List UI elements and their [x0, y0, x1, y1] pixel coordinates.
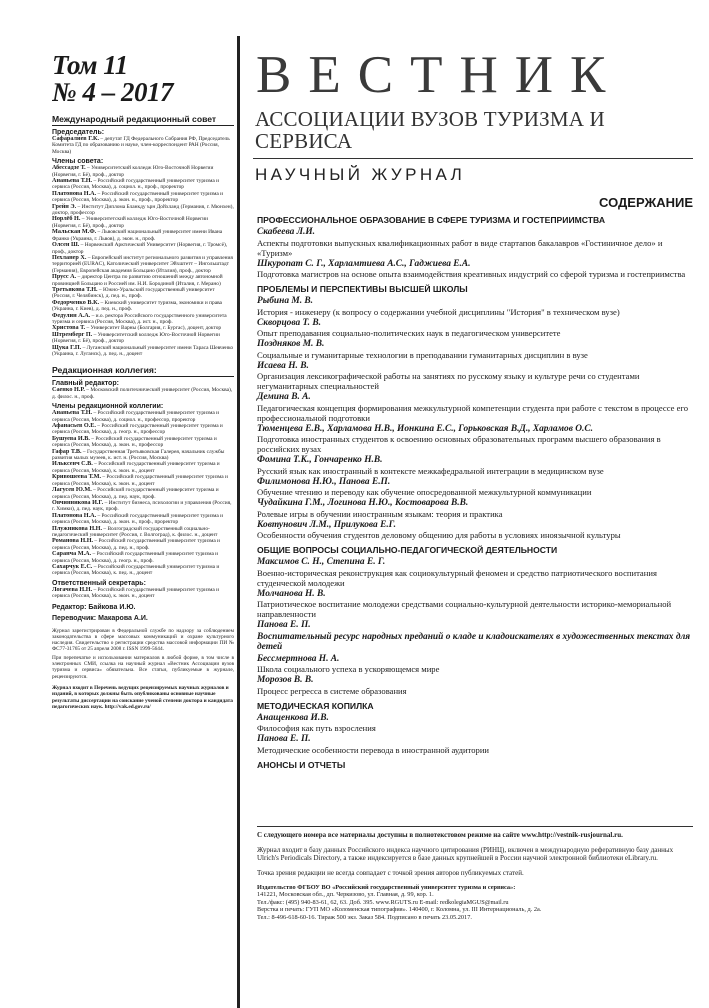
toc-item [257, 675, 693, 696]
person-affiliation: – Киевский университет туризма, экономики и права (Украина, г. Киев), д. пед. н., проф. [52, 299, 222, 313]
toc-item-authors: Чудайкина Г.М., Логинова Н.Ю., Костоварова В.В. [257, 498, 469, 508]
person-affiliation: – Российский государственный университет туризма и сервиса (Россия, Москва), д. экон. н., профессор [52, 435, 217, 449]
contents-heading: СОДЕРЖАНИЕ [599, 195, 693, 210]
toc-item-title: Процесс регресса в системе образования [257, 685, 407, 696]
person-name: Ильксенч С.В. [52, 460, 93, 468]
person-affiliation: – и.о. ректора Российского государственного университета туризма и сервиса (Россия, Москва), д. ист. н., проф. [52, 312, 227, 325]
person-name: Штремберг П. [52, 330, 93, 338]
college-editor-label: Главный редактор: [52, 380, 119, 388]
toc-item-title: Военно-историческая реконструкция как социокультурный феномен и средство патриотического воспитания студенческой молодежи [257, 567, 657, 588]
person-affiliation: – Европейский институт регионального развития и управления территорией (EURAC), Католический университет Эйхштетт – Ингольштадт (Германия), Европейская академия Больцано (Италия), проф., доктор [52, 254, 233, 274]
person-affiliation: – Российский государственный университет туризма и сервиса (Россия, Москва), д. экон. н., проф., проректор [52, 190, 224, 204]
toc-item-authors: Рыбина М. В. [257, 296, 313, 306]
toc-item-authors: Скворцова Т. В. [257, 317, 321, 328]
toc-item [257, 734, 693, 755]
person-name: Бушуева И.В. [52, 434, 90, 442]
person-affiliation: – Институт бизнеса, психологии и управления (Россия, г. Химки), д. пед. наук, проф. [52, 499, 232, 513]
person-name: Романова Н.Н. [52, 537, 94, 545]
board-heading: Международный редакционный совет [52, 114, 234, 126]
index-note: Журнал входит в базу данных Российского индекса научного цитирования (РИНЦ), включен в международную реферативную базу данных Ulrich's Periodicals Directory, а также индексируется в базе данных крупнейшей в России научной электронной библиотеки eLibrary.ru. [257, 846, 674, 862]
toc-section-heading: АНОНСЫ И ОТЧЕТЫ [257, 759, 346, 770]
toc-item-title: Подготовка иностранных студентов к освоению основных образовательных программ высшего образования в российских вузах [257, 434, 661, 454]
person-name: Олсен Ш. [52, 241, 80, 249]
board-members-label: Члены совета: [52, 158, 104, 166]
toc-item-title: Особенности обучения студентов деловому общению для работы в условиях иноязычной культуры [257, 530, 621, 540]
toc-item-authors: Панова Е. П. [257, 620, 311, 630]
person-affiliation: – Российский государственный университет туризма и сервиса (Россия, Москва), д. пед. наук, проф. [52, 487, 219, 500]
person-name: Ананьева Т.Н. [52, 177, 93, 185]
person-affiliation: – Российский государственный университет туризма и сервиса (Россия, Москва), к. пед. н., доцент [52, 563, 220, 577]
person-name: Сахарчук Е.С. [52, 562, 93, 570]
person-name: Гафар Т.В. [52, 447, 82, 455]
person-affiliation: – Московский политехнический университет (Россия, Москва), д. филос. н., проф. [52, 387, 233, 400]
publisher-address: 141221, Московская обл., дп. Черкизово, ул. Главная, д. 99, кор. 1. [257, 891, 434, 899]
person-affiliation: – Российский государственный университет туризма и сервиса (Россия, Москва), д. геогр. н., проф. [52, 551, 219, 564]
toc-item [257, 589, 693, 620]
person-name: Федорченко В.К. [52, 298, 100, 306]
toc-section-heading: ПРОФЕССИОНАЛЬНОЕ ОБРАЗОВАНИЕ В СФЕРЕ ТУРИЗМА И ГОСТЕПРИИМСТВА [257, 215, 606, 225]
toc-item [257, 498, 693, 519]
toc-item [257, 713, 693, 734]
toc-item-title: Обучение чтению и переводу как обучение опосредованной межкультурной коммуникации [257, 487, 592, 497]
toc-item-title: Подготовка магистров на основе опыта взаимодействия креативных индустрий со сферой туризма и гостеприимства [257, 269, 686, 279]
toc-item [257, 424, 693, 455]
toc-item-title: Аспекты подготовки выпускных квалификационных работ в виде стартапов бакалавров «Гостиничное дело» и «Туризм» [257, 237, 663, 258]
toc-item [257, 392, 693, 423]
person-name: Грейн Э. [52, 202, 77, 210]
person-name: Плужникова Н.Н. [52, 524, 103, 532]
person-name: Норлёб Н. [52, 215, 81, 223]
person-affiliation: – Луганский национальный университет имени Тараса Шевченко (Украина, г. Луганск), д. пед. н., доцент [52, 344, 234, 357]
toc-item-title: Социальные и гуманитарные технологии в преподавании гуманитарных дисциплин в вузе [257, 349, 588, 360]
reprint-note: При перепечатке и использовании материалов в любой форме, в том числе в электронных СМИ, ссылка на научный журнал «Вестник Ассоциации вузов туризма и сервиса» обязательна. Все статьи, публикуемые в журнале, рецензируются. [52, 654, 234, 680]
person-name: Пехланер Х. [52, 253, 87, 261]
journal-info [257, 826, 693, 921]
person-entry [52, 387, 234, 400]
editor-line: Редактор: Байкова И.Ю. [52, 603, 136, 611]
toc-item-authors: Шкуропат С. Г., Харламтиева А.С., Гаджиева Е.А. [257, 258, 471, 269]
right-column [253, 36, 693, 1002]
toc-section-heading: ОБЩИЕ ВОПРОСЫ СОЦИАЛЬНО-ПЕДАГОГИЧЕСКОЙ ДЕЯТЕЛЬНОСТИ [257, 545, 558, 555]
person-entry [52, 564, 234, 577]
publisher-block [257, 884, 693, 921]
person-affiliation: – Институт Диплома Бланкду ърн Дойхланд (Германия, г. Мюнхен), доктор, профессор [52, 203, 234, 217]
person-name: Саенко Н.Р. [52, 386, 85, 394]
publisher-contacts: Тел./факс: (495) 940-83-61, 62, 63. Доб. 395. www.RGUTS.ru E-mail: redkolegiaMGUS@mail.ru [257, 898, 509, 906]
toc-item [257, 455, 693, 476]
registration-note: Журнал зарегистрирован в Федеральной службе по надзору за соблюдением законодательства в сфере массовых коммуникаций и охране культурного наследия. Свидетельство о регистрации средства массовой информации ПИ № ФС77-31765 от 25 апреля 2008 г. ISSN 1999-5644. [52, 627, 234, 653]
person-name: Щука Г.П. [52, 343, 82, 351]
publisher-label: Издательство ФГБОУ ВО «Российский государственный университет туризма и сервиса»: [257, 884, 516, 891]
toc-item-authors: Панова Е. П. [257, 734, 311, 744]
toc-item-title: История - инженеру (к вопросу о содержании учебной дисциплины "История" в техническом вузе) [257, 306, 620, 317]
toc-item-authors: Морозов В. В. [257, 675, 314, 685]
person-name: Саранча М.А. [52, 550, 92, 558]
person-affiliation: – Университетский колледж Юго-Восточной Норвегии (Норвегия, г. Бё), проф., доктор [52, 216, 209, 229]
toc-item [257, 227, 693, 258]
person-affiliation: – Университетский колледж Юго-Восточной Норвегии (Норвегия, г. Бё), проф., доктор [52, 165, 214, 178]
person-affiliation: – Российский государственный университет туризма и сервиса (Россия, Москва), д. социол. н., профессор, проректор [52, 410, 219, 423]
person-affiliation: – Российский государственный университет туризма и сервиса (Россия, Москва), д. социол. н., проф., проректор [52, 178, 219, 191]
person-name: Абессадзе Т. [52, 164, 86, 172]
toc [253, 215, 693, 770]
college-editor-list [52, 387, 234, 400]
person-name: Сафаралиев Г.К. [52, 135, 100, 142]
toc-section-heading: ПРОБЛЕМЫ И ПЕРСПЕКТИВЫ ВЫСШЕЙ ШКОЛЫ [257, 284, 468, 294]
toc-item [257, 632, 693, 653]
toc-item-title: Школа социального успеха в ускоряющемся мире [257, 664, 440, 674]
printing-contacts: Тел.: 8-496-618-60-16. Тираж 500 экз. Заказ 584. Подписано в печать 23.05.2017. [257, 913, 472, 921]
toc-item-title: Организация лексикографической работы на занятиях по русскому языку и культуре речи со студентами негуманитарных специальностей [257, 371, 640, 391]
toc-item [257, 296, 693, 317]
person-name: Кривошеева Т.М. [52, 473, 102, 481]
toc-item-authors: Ковтунович Л.М., Прилукова Е.Г. [257, 519, 396, 530]
person-name: Платонова Н.А. [52, 511, 97, 519]
toc-item-title: Патриотическое воспитание молодежи средствами социально-культурной деятельности историко-мемориальной направленности [257, 599, 672, 619]
toc-item [257, 620, 693, 631]
toc-item-authors: Скабеева Л.И. [257, 227, 316, 237]
person-name: Прусс А. [52, 273, 77, 281]
toc-item-authors: Молчанова Н. В. [257, 588, 326, 599]
person-name: Овчинникова И.Г. [52, 498, 104, 506]
person-name: Федулин А.А. [52, 311, 91, 319]
college-members-label: Члены редакционной коллегии: [52, 403, 164, 411]
person-affiliation: – Норвежский Арктический Университет (Норвегия, г. Тромсё), проф., доктор [52, 242, 228, 255]
person-affiliation: – Российский государственный университет туризма и сервиса (Россия, Москва), д. пед. н., проф. [52, 538, 220, 551]
person-name: Лагусев Ю.М. [52, 486, 92, 494]
person-affiliation: – Южно-Уральский государственный университет (Россия, г. Челябинск), д. пед. н., проф. [52, 286, 215, 300]
toc-item-authors: Максимов С. Н., Степина Е. Г. [257, 557, 386, 567]
issue-label: № 4 – 2017 [52, 77, 173, 107]
person-name: Христова Т. [52, 324, 86, 332]
journal-subtitle: АССОЦИАЦИИ ВУЗОВ ТУРИЗМА И СЕРВИСА [255, 107, 605, 153]
title-rule [253, 158, 693, 159]
secretary-entry: Логачева Н.Н. – Российский государственный университет туризма и сервиса (Россия, Москва), к. экон. н., доцент [52, 585, 220, 600]
journal-title: ВЕСТНИК [256, 46, 623, 104]
toc-item-authors: Поздняков М. В. [257, 339, 325, 349]
toc-item-authors: Анащенкова И.В. [257, 712, 329, 723]
toc-item-title: Философия как путь взросления [257, 723, 376, 733]
person-affiliation: – Российский государственный университет туризма и сервиса (Россия, Москва), к. экон. н., доцент [52, 461, 220, 474]
translator-line: Переводчик: Макарова А.И. [52, 614, 148, 622]
printing-info: Верстка и печать: ГУП МО «Коломенская типография». 140400, г. Коломна, ул. III Интернациональ, д. 2а. [257, 906, 542, 914]
disclaimer-note: Точка зрения редакции не всегда совпадает с точкой зрения авторов публикуемых статей. [257, 869, 524, 877]
toc-item [257, 520, 693, 541]
toc-item [257, 259, 693, 280]
secretary-label: Ответственный секретарь: [52, 579, 146, 587]
board-members-list [52, 165, 234, 357]
college-members-list [52, 410, 234, 577]
person-name: Платонова Н.А. [52, 189, 97, 197]
person-affiliation: – Волгоградский государственный социально-педагогический университет (Россия, г. Волгоград), к. филос. н., доцент [52, 525, 218, 538]
toc-item-title: Опыт преподавания социально-политических наук в педагогическом университете [257, 328, 561, 338]
person-affiliation: – Российский государственный университет туризма и сервиса (Россия, Москва), д. экон. н., проф., проректор [52, 512, 224, 526]
access-note: С следующего номера все материалы доступны в полнотекстовом режиме на сайте www.http://vestnik-rusjournal.ru. [257, 831, 623, 839]
toc-item [257, 654, 693, 675]
person-affiliation: – Российский государственный университет туризма и сервиса (Россия, Москва), д. геогр. н., профессор [52, 423, 223, 436]
toc-item-authors: Демина В. А. [257, 392, 311, 402]
person-affiliation: – Университетский колледж Юго-Восточной Норвегии (Норвегия, г. Бё), проф., доктор [52, 331, 220, 345]
person-affiliation: – Университет Варны (Болгария, г. Бургас), доцент, доктор [85, 325, 222, 332]
toc-item-authors: Исаева Н. В. [257, 360, 309, 371]
person-entry [52, 191, 234, 204]
toc-item-authors: Воспитательный ресурс народных преданий о кладе и кладоискателях в художественных текстах для детей [257, 631, 691, 652]
person-entry [52, 255, 234, 274]
volume-label: Том 11 [52, 52, 128, 80]
person-name: Третьякова Т.Н. [52, 285, 98, 293]
person-affiliation: – депутат ГД Федерального Собрания РФ, Председатель Комитета ГД по образованию и науке, член-корреспондент РАН (Россия, Москва) [52, 136, 230, 155]
toc-item [257, 318, 693, 339]
toc-item-title: Педагогическая концепция формирования межкультурной компетенции студента при работе с текстом в процессе его профессиональной подготовки [257, 402, 689, 423]
toc-item-title: Методические особенности перевода в иностранной аудитории [257, 744, 490, 755]
person-entry [52, 345, 234, 358]
person-affiliation: – Российский государственный университет туризма и сервиса (Россия, Москва), к. экон. н., доцент [52, 474, 228, 487]
person-entry [52, 136, 234, 155]
person-name: Ананьева Т.Н. [52, 409, 93, 417]
board-chair-list [52, 136, 234, 155]
person-name: Мальская М.Ф. [52, 228, 97, 236]
column-divider [237, 36, 240, 1008]
toc-item-authors: Фомина Т.К., Гончаренко Н.В. [257, 455, 383, 465]
person-name: Афанасьев О.Е. [52, 422, 96, 430]
toc-item-authors: Филимонова Н.Ю., Панова Е.П. [257, 476, 391, 487]
toc-item [257, 557, 693, 588]
toc-section-heading: МЕТОДИЧЕСКАЯ КОПИЛКА [257, 700, 374, 711]
college-heading: Редакционная коллегия: [52, 365, 234, 377]
person-affiliation: – Государственная Третьяковская Галерея, начальник службы развития малых музеев, к. ист. н. (Россия, Москва) [52, 448, 225, 462]
toc-item-authors: Бессмертнова Н. А. [257, 653, 340, 664]
journal-type: НАУЧНЫЙ ЖУРНАЛ [255, 165, 466, 184]
toc-item [257, 361, 693, 392]
toc-item [257, 339, 693, 360]
toc-item [257, 477, 693, 498]
person-affiliation: – директор Центра по развитию отношений между автономной провинцией Больцано и Россией им. Н.И. Бородиной (Италия, г. Мерано) [52, 274, 223, 287]
toc-item-title: Ролевые игры в обучении иностранным языкам: теория и практика [257, 508, 503, 519]
vak-note: Журнал входит в Перечень ведущих рецензируемых научных журналов и изданий, в которых должны быть опубликованы основные научные результаты диссертации на соискание ученой степени доктора и кандидата педагогических наук. http://vak.ed.gov.ru/ [52, 684, 233, 710]
toc-item-authors: Тюменцева Е.В., Харламова Н.В., Ионкина Е.С., Горьковская В.Д., Харламов О.С. [257, 423, 593, 434]
toc-item-title: Русский язык как иностранный в контексте межкафедральной интеграции в медицинском вузе [257, 465, 604, 476]
person-affiliation: – Львовский национальный университет имени Ивана Франко (Украина, г. Львов), д. экон. н., проф. [52, 229, 223, 242]
board-chair-label: Председатель: [52, 129, 105, 136]
left-column [52, 52, 234, 1000]
